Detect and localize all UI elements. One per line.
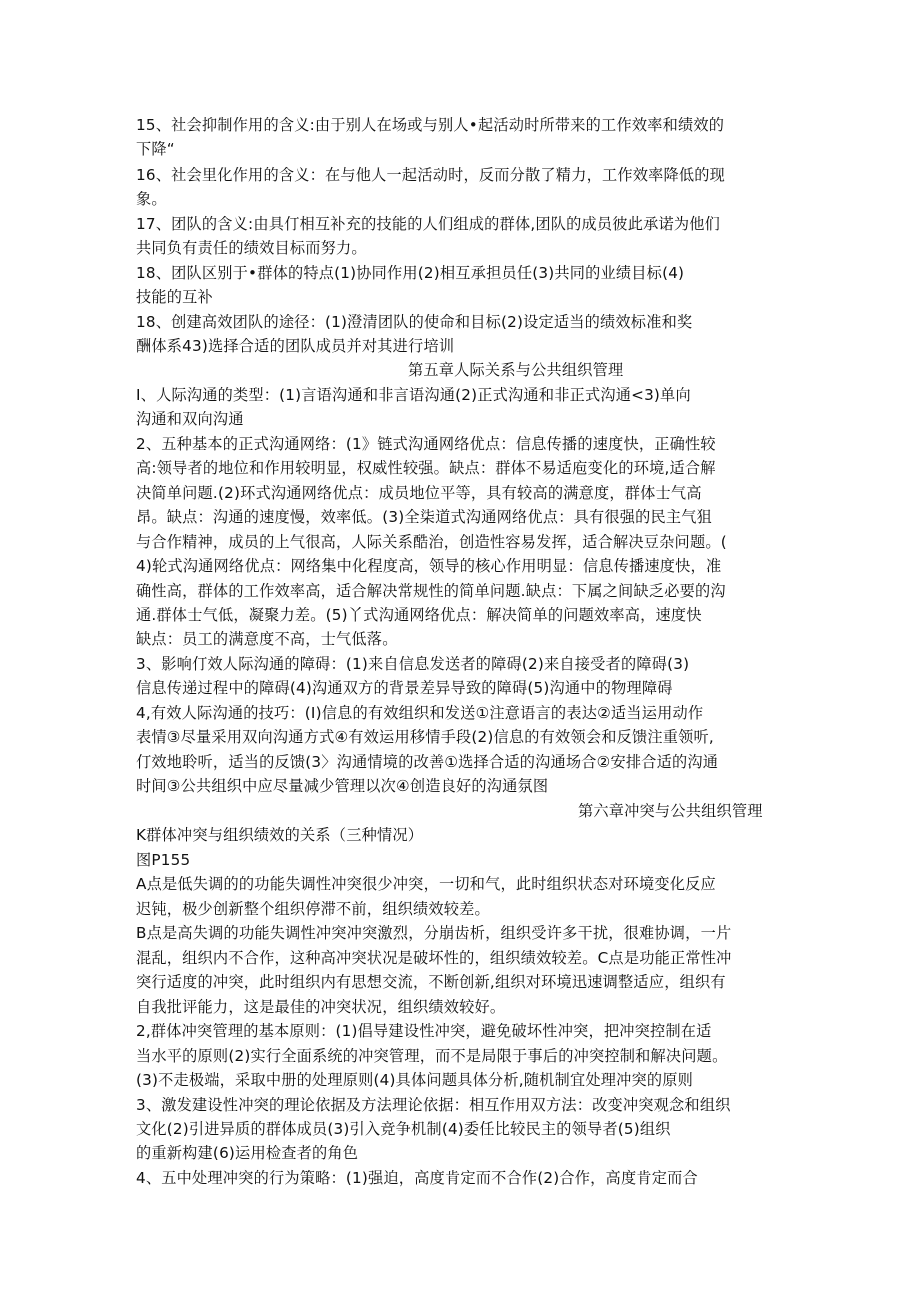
text-line: 2,群体冲突管理的基本原则：(1)倡导建设性冲突，避免破坏性冲突，把冲突控制在适 <box>136 1022 712 1040</box>
text-line: K群体冲突与组织绩效的关系（三种情况） <box>136 826 424 844</box>
text-line: I、人际沟通的类型：(1)言语沟通和非言语沟通(2)正式沟通和非正式沟通<3)单向 <box>136 386 691 404</box>
text-line: 高:领导者的地位和作用较明显，权威性较强。缺点：群体不易适庖变化的环境,适合解 <box>136 459 716 477</box>
text-line: 仃效地聆听，适当的反馈(3〉沟通情境的改善①选择合适的沟通场合②安排合适的沟通 <box>136 753 719 771</box>
text-line: 时间③公共组织中应尽量减少管理以次④创造良好的沟通氛图 <box>136 777 549 795</box>
text-line: B点是高失调的功能失调性冲突冲突激烈，分崩齿析，组织受许多干扰，很难协调，一片 <box>136 924 732 942</box>
text-line: 当水平的原则(2)实行全面系统的冲突管理，而不是局限于事后的冲突控制和解决问题。 <box>136 1047 728 1065</box>
text-line: A点是低失调的的功能失调性冲突很少冲突，一切和气，此时组织状态对环境变化反应 <box>136 875 716 893</box>
text-line: 象。 <box>136 190 167 208</box>
text-line: 通.群体士气低，凝聚力差。(5)丫式沟通网络优点：解决简单的问题效率高，速度快 <box>136 606 702 624</box>
text-line: 与合作精神，成员的上气很高，人际关系酷治，创造性容易发挥，适合解决豆杂问题。( <box>136 533 727 551</box>
text-line: 表情③尽量采用双向沟通方式④有效运用移情手段(2)信息的有效领会和反馈注重领听, <box>136 728 714 746</box>
text-line: 3、激发建设性冲突的理论依据及方法理论依据：相互作用双方法：改变冲突观念和组织 <box>136 1096 731 1114</box>
text-line: 文化(2)引进异质的群体成员(3)引入竞争机制(4)委任比较民主的领导者(5)组织 <box>136 1120 671 1138</box>
text-line: (3)不走极端，采取中册的处理原则(4)具体问题具体分析,随机制宜处理冲突的原则 <box>136 1071 694 1089</box>
text-line: 确性高，群体的工作效率高，适合解决常规性的简单问题.缺点：下属之间缺乏必要的沟 <box>136 582 726 600</box>
text-line: 18、团队区别于•群体的特点(1)协同作用(2)相互承担员任(3)共同的业绩目标(4) <box>136 264 685 282</box>
text-line: 4)轮式沟通网络优点：网络集中化程度高，领导的核心作用明显：信息传播速度快，准 <box>136 557 722 575</box>
text-line: 图P155 <box>136 851 191 869</box>
text-line: 4,有效人际沟通的技巧：(I)信息的有效组织和发送①注意语言的表达②适当运用动作 <box>136 704 704 722</box>
text-line: 迟钝，极少创新整个组织停滞不前，组织绩效较差。 <box>136 900 490 918</box>
text-line: 18、创建高效团队的途径：(1)澄清团队的使命和目标(2)设定适当的绩效标准和奖 <box>136 313 693 331</box>
text-line: 混乱，组织内不合作，这种高冲突状况是破坏性的，组织绩效较差。C点是功能正常性冲 <box>136 949 732 967</box>
text-line: 缺点：员工的满意度不高，士气低落。 <box>136 630 398 648</box>
text-line: 3、影响仃效人际沟通的障碍：(1)来自信息发送者的障碍(2)来自接受者的障碍(3) <box>136 655 690 673</box>
text-line: 昂。缺点：沟通的速度慢，效率低。(3)全柒道式沟通网络优点：具有很强的民主气狙 <box>136 508 713 526</box>
text-line: 技能的互补 <box>136 288 213 306</box>
text-line: 下降“ <box>136 140 175 158</box>
text-line: 沟通和双向沟通 <box>136 410 244 428</box>
text-line: 2、五种基本的正式沟通网络：(1》链式沟通网络优点：信息传播的速度快，正确性较 <box>136 435 716 453</box>
text-line: 突行适度的冲突，此时组织内有思想交流，不断创新,组织对环境迅速调整适应，组织有 <box>136 973 726 991</box>
chapter-heading: 第六章冲突与公共组织管理 <box>578 802 763 820</box>
text-line: 17、团队的含义:由具仃相互补充的技能的人们组成的群体,团队的成员彼此承诺为他们 <box>136 215 721 233</box>
text-line: 的重新构建(6)运用检查者的角色 <box>136 1144 359 1162</box>
text-line: 15、社会抑制作用的含义:由于别人在场或与别人•起活动时所带来的工作效率和绩效的 <box>136 116 725 134</box>
chapter-heading: 第五章人际关系与公共组织管理 <box>408 361 624 379</box>
text-line: 自我批评能力，这是最佳的冲突状况，组织绩效较好。 <box>136 998 506 1016</box>
text-line: 16、社会里化作用的含义：在与他人一起活动时，反而分散了精力，工作效率降低的现 <box>136 166 726 184</box>
text-line: 信息传递过程中的障碍(4)沟通双方的背景差异导致的障碍(5)沟通中的物理障碍 <box>136 679 673 697</box>
text-line: 酬体系43)选择合适的团队成员并对其进行培训 <box>136 337 455 355</box>
text-line: 4、五中处理冲突的行为策略：(1)强迫，高度肯定而不合作(2)合作，高度肯定而合 <box>136 1169 698 1187</box>
text-line: 共同负有责任的绩效目标而努力。 <box>136 239 367 257</box>
text-line: 决简单问题.(2)环式沟通网络优点：成员地位平等，具有较高的满意度，群体士气高 <box>136 484 702 502</box>
